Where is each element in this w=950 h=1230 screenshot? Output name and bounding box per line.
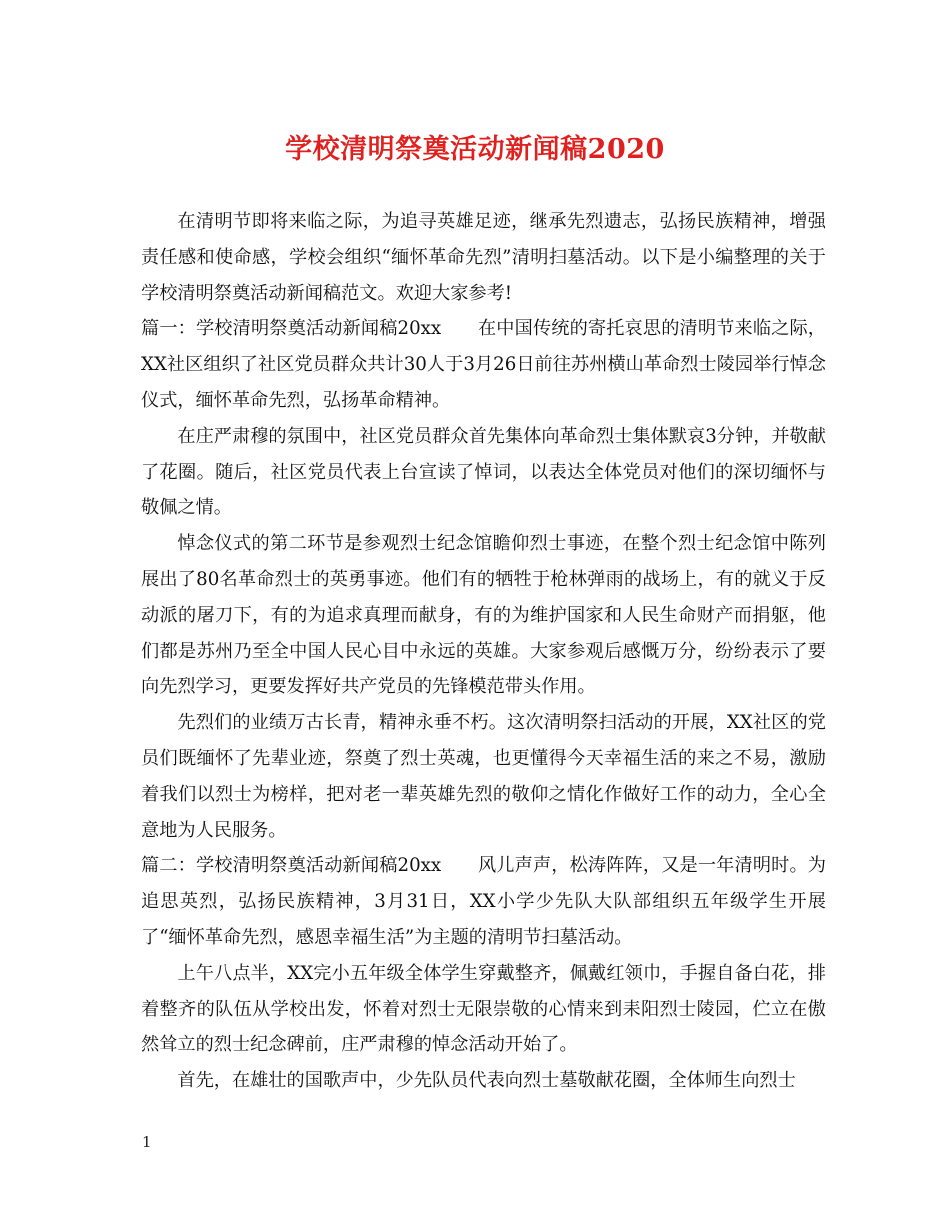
paragraph-intro: 在清明节即将来临之际，为追寻英雄足迹，继承先烈遗志，弘扬民族精神，增强责任感和使命感，学校会组织“缅怀革命先烈”清明扫墓活动。以下是小编整理的关于学校清明祭奠活动新闻稿范文。欢迎大家参考! [141, 211, 826, 304]
paragraph-article-one-heading: 篇一：学校清明祭奠活动新闻稿20xx 在中国传统的寄托哀思的清明节来临之际，XX社区组织了社区党员群众共计30人于3月26日前往苏州横山革命烈士陵园举行悼念仪式，缅怀革命先烈，弘扬革命精神。 [141, 318, 826, 411]
paragraph-memorial-hall: 悼念仪式的第二环节是参观烈士纪念馆瞻仰烈士事迹，在整个烈士纪念馆中陈列展出了80名革命烈士的英勇事迹。他们有的牺牲于枪林弹雨的战场上，有的就义于反动派的屠刀下，有的为追求真理而献身，有的为维护国家和人民生命财产而捐躯，他们都是苏州乃至全中国人民心目中永远的英雄。大家参观后感慨万分，纷纷表示了要向先烈学习，更要发挥好共产党员的先锋模范带头作用。 [141, 533, 826, 698]
paragraph-article-two-heading: 篇二：学校清明祭奠活动新闻稿20xx 风儿声声，松涛阵阵，又是一年清明时。为追思英烈，弘扬民族精神，3月31日，XX小学少先队大队部组织五年级学生开展了“缅怀革命先烈，感恩幸福生活”为主题的清明节扫墓活动。 [141, 855, 826, 948]
document-title: 学校清明祭奠活动新闻稿2020 [285, 134, 665, 165]
paragraph-students-depart: 上午八点半，XX完小五年级全体学生穿戴整齐，佩戴红领巾，手握自备白花，排着整齐的队伍从学校出发，怀着对烈士无限崇敬的心情来到耒阳烈士陵园，伫立在傲然耸立的烈士纪念碑前，庄严肃穆的悼念活动开始了。 [141, 962, 826, 1056]
page-number: 1 [142, 1133, 152, 1151]
document-body [141, 204, 826, 1099]
paragraph-ceremony: 在庄严肃穆的氛围中，社区党员群众首先集体向革命烈士集体默哀3分钟，并敬献了花圈。随后，社区党员代表上台宣读了悼词，以表达全体党员对他们的深切缅怀与敬佩之情。 [141, 425, 826, 519]
paragraph-anthem: 首先，在雄壮的国歌声中，少先队员代表向烈士墓敬献花圈，全体师生向烈士 [177, 1070, 796, 1092]
paragraph-legacy: 先烈们的业绩万古长青，精神永垂不朽。这次清明祭扫活动的开展，XX社区的党员们既缅怀了先辈业迹，祭奠了烈士英魂，也更懂得今天幸福生活的来之不易，激励着我们以烈士为榜样，把对老一辈英雄先烈的敬仰之情化作做好工作的动力，全心全意地为人民服务。 [141, 712, 826, 841]
